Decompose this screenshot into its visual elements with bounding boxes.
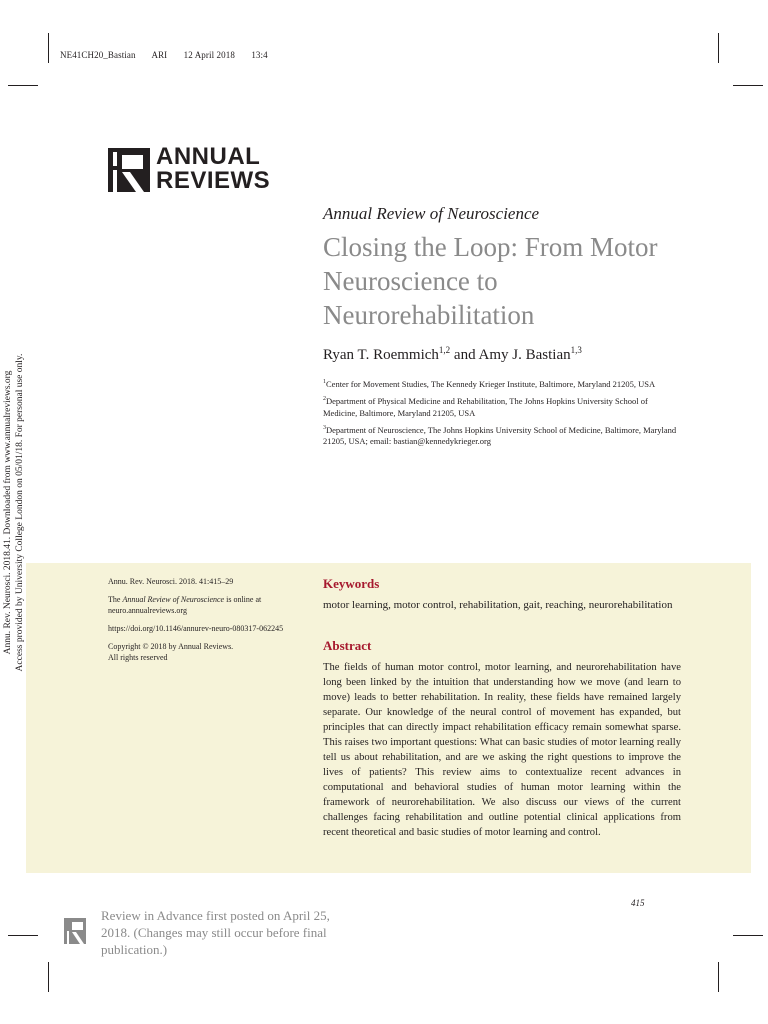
access-notice: Access provided by University College London on 05/01/18. For personal use only.: [15, 353, 25, 672]
article-meta: [108, 576, 298, 670]
affiliation-text: Department of Physical Medicine and Rehabilitation, The Johns Hopkins University School of Medicine, Baltimore, Maryland 21205, USA: [323, 395, 648, 418]
abstract-text: The fields of human motor control, motor learning, and neurorehabilitation have long been linked by the intuition that understanding how we move (and learn to move) leads to better rehabilitation. In reality, these fields have remained largely separate. Our knowledge of the neural control of movement has expanded, but principles that can directly impact rehabilitation efficacy remain somewhat sparse. This raises two important questions: What can basic studies of motor learning really tell us about rehabilitation, and are we asking the right questions to improve the lives of patients? This review aims to contextualize recent advances in computational and behavioral studies of human motor learning within the framework of neurorehabilitation. We also discuss our views of the current challenges facing rehabilitation and outline potential clinical applications from recent theoretical and basic studies of motor learning and control.: [323, 662, 681, 838]
crop-mark: [48, 962, 49, 992]
article-title: Closing the Loop: From Motor Neuroscience to Neurorehabilitation: [323, 232, 658, 330]
affiliation: [323, 376, 683, 390]
slug-date: 12 April 2018: [183, 50, 235, 60]
access-sidebar-text: [2, 340, 26, 685]
slug-time: 13:4: [251, 50, 268, 60]
abstract-heading: Abstract: [323, 638, 372, 653]
keywords-text: motor learning, motor control, rehabilitation, gait, reaching, neurorehabilitation: [323, 599, 673, 611]
affiliation: [323, 422, 683, 448]
page-number: 415: [631, 898, 645, 908]
crop-mark: [733, 85, 763, 86]
crop-mark: [718, 962, 719, 992]
logo-line-reviews: REVIEWS: [156, 167, 271, 194]
author-name: Amy J. Bastian: [478, 347, 571, 363]
keywords-heading: Keywords: [323, 576, 380, 591]
affiliation-num: 1: [323, 379, 326, 385]
annual-reviews-logo-icon: [108, 148, 150, 192]
crop-mark: [8, 85, 38, 86]
affiliation-text: Center for Movement Studies, The Kennedy Krieger Institute, Baltimore, Maryland 21205, USA: [326, 378, 656, 389]
crop-mark: [48, 33, 49, 63]
affiliation: [323, 393, 683, 419]
doi-link[interactable]: https://doi.org/10.1146/annurev-neuro-080317-062245: [108, 624, 284, 633]
author-affil-sup: 1,2: [438, 345, 451, 355]
logo-wordmark: [156, 145, 270, 193]
slug-code: ARI: [151, 50, 168, 60]
affiliation-num: 2: [323, 395, 326, 402]
crop-mark: [733, 935, 763, 936]
slug-id: NE41CH20_Bastian: [60, 50, 136, 60]
author-conjunction: and: [450, 347, 479, 363]
citation: Annu. Rev. Neurosci. 2018. 41:415–29: [108, 577, 234, 586]
copyright: Copyright © 2018 by Annual Reviews. All rights reserved: [108, 642, 234, 662]
header-slug: [60, 50, 282, 60]
affiliation-num: 3: [323, 424, 326, 431]
logo-line-annual: ANNUAL: [156, 143, 261, 170]
affiliation-text: Department of Neuroscience, The Johns Hopkins University School of Medicine, Baltimore, Maryland 21205, USA; email: bastian@kennedykrieger.org: [323, 424, 677, 447]
review-in-advance-notice: Review in Advance first posted on April 25, 2018. (Changes may still occur before final publication.): [101, 908, 330, 957]
author-affil-sup: 1,3: [570, 345, 582, 355]
online-journal-name: Annual Review of Neuroscience: [122, 595, 225, 604]
crop-mark: [718, 33, 719, 63]
author-name: Ryan T. Roemmich: [323, 347, 439, 363]
authors: [323, 345, 582, 364]
journal-name: Annual Review of Neuroscience: [323, 204, 540, 223]
affiliations: [323, 376, 683, 450]
download-notice: Annu. Rev. Neurosci. 2018.41. Downloaded from www.annualreviews.org: [3, 370, 13, 655]
rights: All rights reserved: [108, 653, 168, 662]
annual-reviews-small-logo-icon: [64, 918, 86, 944]
crop-mark: [8, 935, 38, 936]
online-notice: The Annual Review of Neuroscience is online at neuro.annualreviews.org: [108, 595, 262, 615]
